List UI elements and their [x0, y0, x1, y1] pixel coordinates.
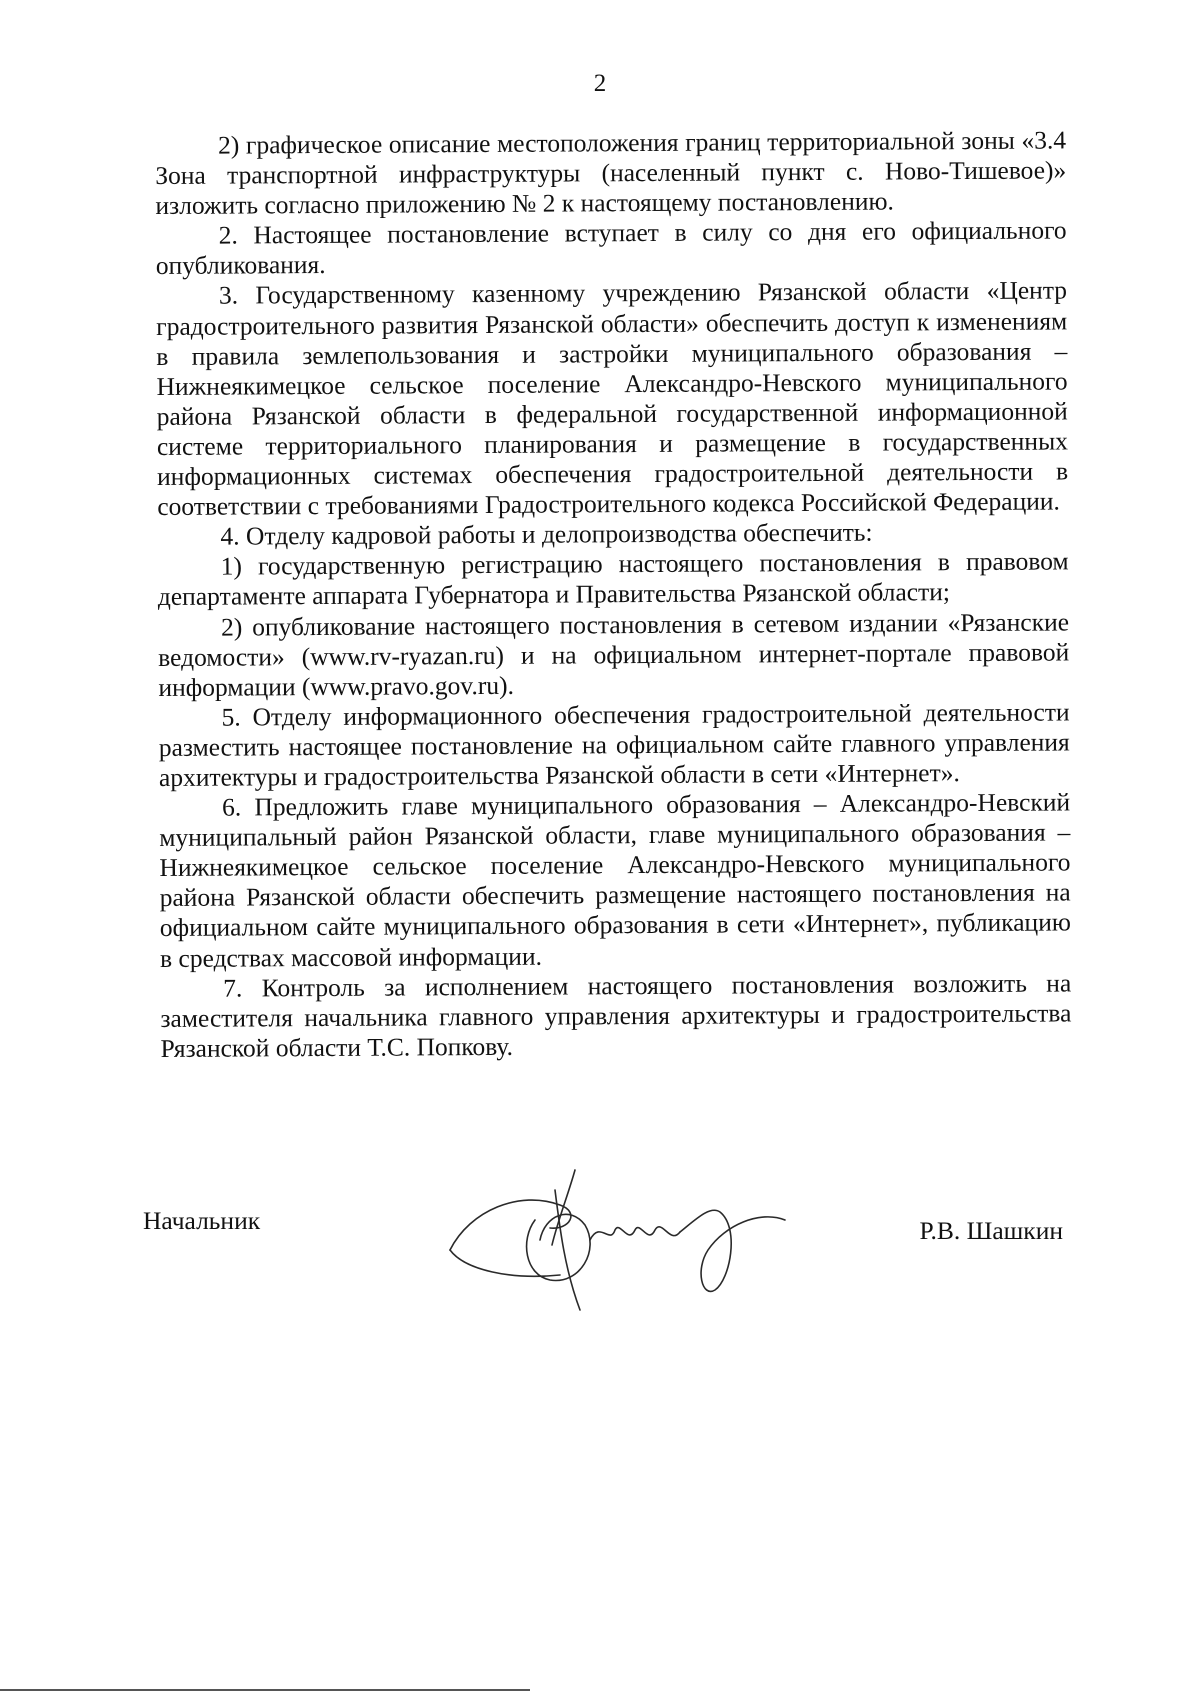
paragraph-4-2-publication: 2) опубликование настоящего постановления в сетевом издании «Рязанские ведомости» (www.rv-ryazan.ru) и на официальном интернет-портале правовой информации (www.pravo.gov.ru).	[158, 606, 1070, 702]
paragraph-2-effective-date: 2. Настоящее постановление вступает в силу со дня его официального опубликования.	[155, 215, 1067, 281]
paragraph-5-website: 5. Отделу информационного обеспечения градостроительной деятельности разместить настоящее постановление на официальном сайте главного управления архитектуры и градостроительства Рязанской области в сети «Интернет».	[158, 697, 1070, 792]
paragraph-4-1-registration: 1) государственную регистрацию настоящего постановления в правовом департаменте аппарата Губернатора и Правительства Рязанской области;	[157, 546, 1069, 612]
signer-name: Р.В. Шашкин	[919, 1216, 1063, 1245]
paragraph-7-control: 7. Контроль за исполнением настоящего постановления возложить на заместителя начальника главного управления архитектуры и градостроительства Рязанской области Т.С. Попкову.	[160, 968, 1072, 1063]
document-body	[155, 125, 1072, 1063]
page-number: 2	[593, 70, 607, 97]
paragraph-item-2-graphic-description: 2) графическое описание местоположения границ территориальной зоны «3.4 Зона транспортной инфраструктуры (населенный пункт с. Ново-Тишевое)» изложить согласно приложению № 2 к настоящему постановлению.	[155, 125, 1067, 221]
paragraph-4-hr-department: 4. Отделу кадровой работы и делопроизводства обеспечить:	[220, 517, 873, 551]
handwritten-signature	[440, 1150, 790, 1320]
paragraph-3-access: 3. Государственному казенному учреждению Рязанской области «Центр градостроительного развития Рязанской области» обеспечить доступ к изменениям в правила землепользования и застройки муниципального образования – Нижнеякимецкое сельское поселение Александро-Невского муниципального района Рязанской области в федеральной государственной информационной системе территориального планирования и размещение в государственных информационных системах обеспечения градостроительной деятельности в соответствии с требованиями Градостроительного кодекса Российской Федерации.	[156, 275, 1069, 522]
bottom-rule	[0, 1689, 530, 1691]
signer-position: Начальник	[143, 1206, 261, 1235]
paragraph-6-municipal-heads: 6. Предложить главе муниципального образования – Александро-Невский муниципальный район Рязанской области, главе муниципального образования – Нижнеякимецкое сельское поселение Александро-Невского муниципального района Рязанской области обеспечить размещение настоящего постановления на официальном сайте муниципального образования в сети «Интернет», публикацию в средствах массовой информации.	[159, 787, 1071, 973]
